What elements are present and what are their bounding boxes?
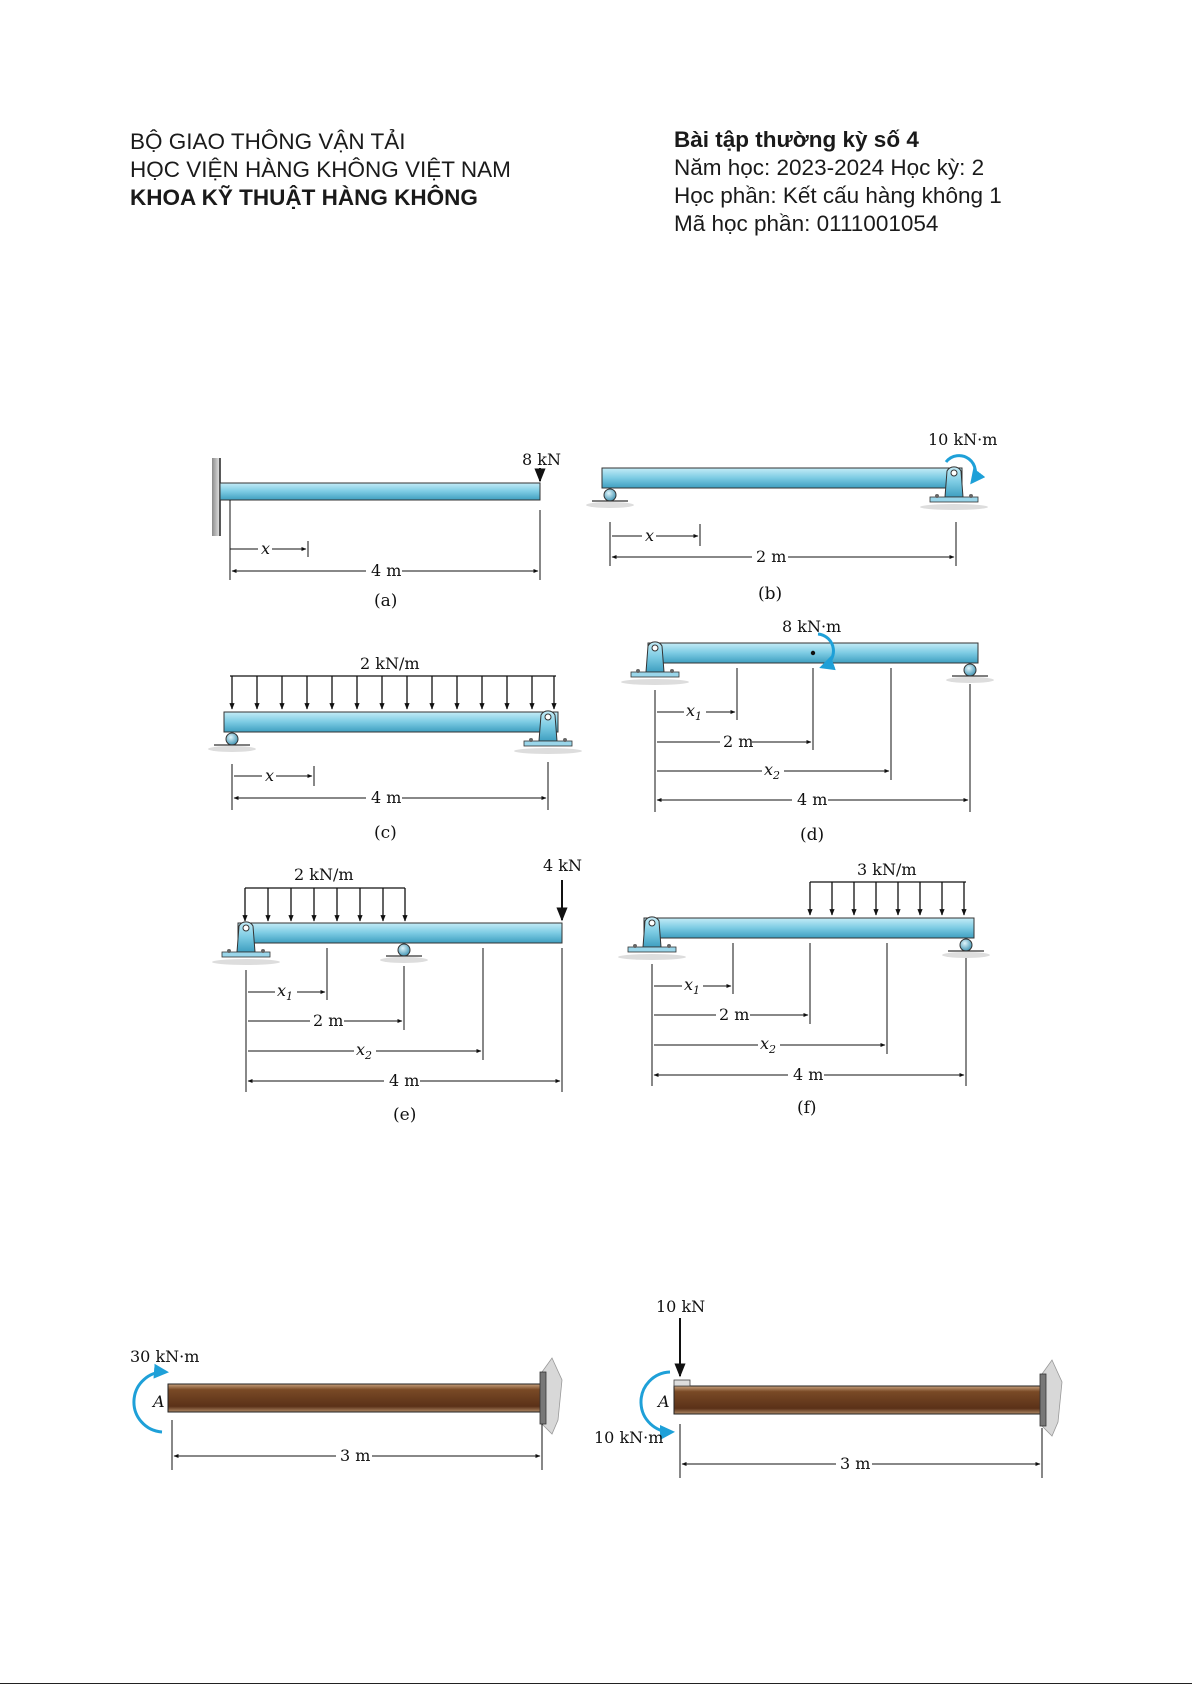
point-label: A (658, 1392, 670, 1411)
figure-e (212, 856, 582, 1125)
dim-mid-label: 2 m (313, 1011, 344, 1030)
moment-label: 10 kN·m (928, 430, 998, 449)
length-label: 3 m (340, 1446, 371, 1465)
beam (168, 1384, 542, 1412)
length-label: 4 m (389, 1071, 420, 1090)
figure-d (621, 617, 994, 845)
beam (238, 923, 562, 943)
roller-support (586, 489, 634, 508)
x1-label: $x_1$ (686, 701, 703, 723)
beam (644, 918, 974, 938)
fixed-wall (212, 458, 220, 536)
beam (220, 483, 540, 500)
caption: (a) (374, 591, 398, 611)
figure-c (208, 654, 582, 843)
force-label: 10 kN (656, 1297, 706, 1316)
x2-label: $x_2$ (356, 1040, 373, 1062)
x1-label: $x_1$ (684, 975, 701, 997)
caption: (e) (393, 1105, 417, 1125)
roller-support (942, 939, 990, 958)
roller-support (380, 944, 428, 963)
load-label: 8 kN (522, 450, 561, 469)
x-label: x (261, 539, 271, 558)
figure-f (618, 860, 990, 1118)
faculty-name: KHOA KỸ THUẬT HÀNG KHÔNG (130, 185, 478, 210)
x2-label: $x_2$ (760, 1034, 777, 1056)
point-label: A (153, 1392, 165, 1411)
length-label: 4 m (371, 561, 402, 580)
dist-load-label: 2 kN/m (294, 865, 354, 884)
beam (602, 468, 962, 488)
distributed-load-arrows (232, 676, 554, 709)
length-label: 4 m (793, 1065, 824, 1084)
moment-label: 10 kN·m (594, 1428, 664, 1447)
caption: (b) (758, 584, 783, 604)
length-label: 4 m (371, 788, 402, 807)
x1-label: $x_1$ (277, 981, 294, 1003)
moment-label: 30 kN·m (130, 1347, 200, 1366)
length-label: 3 m (840, 1454, 871, 1473)
x-label: x (645, 526, 655, 545)
academic-year: Năm học: 2023-2024 Học kỳ: 2 (674, 155, 985, 180)
dist-load-label: 3 kN/m (857, 860, 917, 879)
length-label: 4 m (797, 790, 828, 809)
caption: (f) (797, 1098, 817, 1118)
roller-support (946, 664, 994, 683)
length-label: 2 m (756, 547, 787, 566)
distributed-load-arrows (810, 882, 964, 915)
point-load-label: 4 kN (543, 856, 582, 875)
x2-label: $x_2$ (764, 760, 781, 782)
course-code: Mã học phần: 0111001054 (674, 211, 939, 236)
load-label: 2 kN/m (360, 654, 420, 673)
academy-name: HỌC VIỆN HÀNG KHÔNG VIỆT NAM (130, 157, 511, 182)
dim-mid-label: 2 m (719, 1005, 750, 1024)
course-name: Học phần: Kết cấu hàng không 1 (674, 183, 1002, 208)
ministry-name: BỘ GIAO THÔNG VẬN TẢI (130, 129, 406, 154)
figure-a (212, 450, 561, 611)
page-bottom-rule (0, 1683, 1192, 1684)
moment-label: 8 kN·m (782, 617, 842, 636)
figure-b (586, 430, 997, 604)
distributed-load-arrows (245, 888, 405, 921)
figure-g (130, 1347, 562, 1470)
assignment-title: Bài tập thường kỳ số 4 (674, 127, 919, 152)
figure-h (594, 1297, 1062, 1478)
beam (224, 712, 558, 732)
roller-support (208, 733, 256, 752)
caption: (d) (800, 825, 825, 845)
x-label: x (265, 766, 275, 785)
dim-mid-label: 2 m (723, 732, 754, 751)
caption: (c) (374, 823, 397, 843)
beam (674, 1386, 1042, 1414)
